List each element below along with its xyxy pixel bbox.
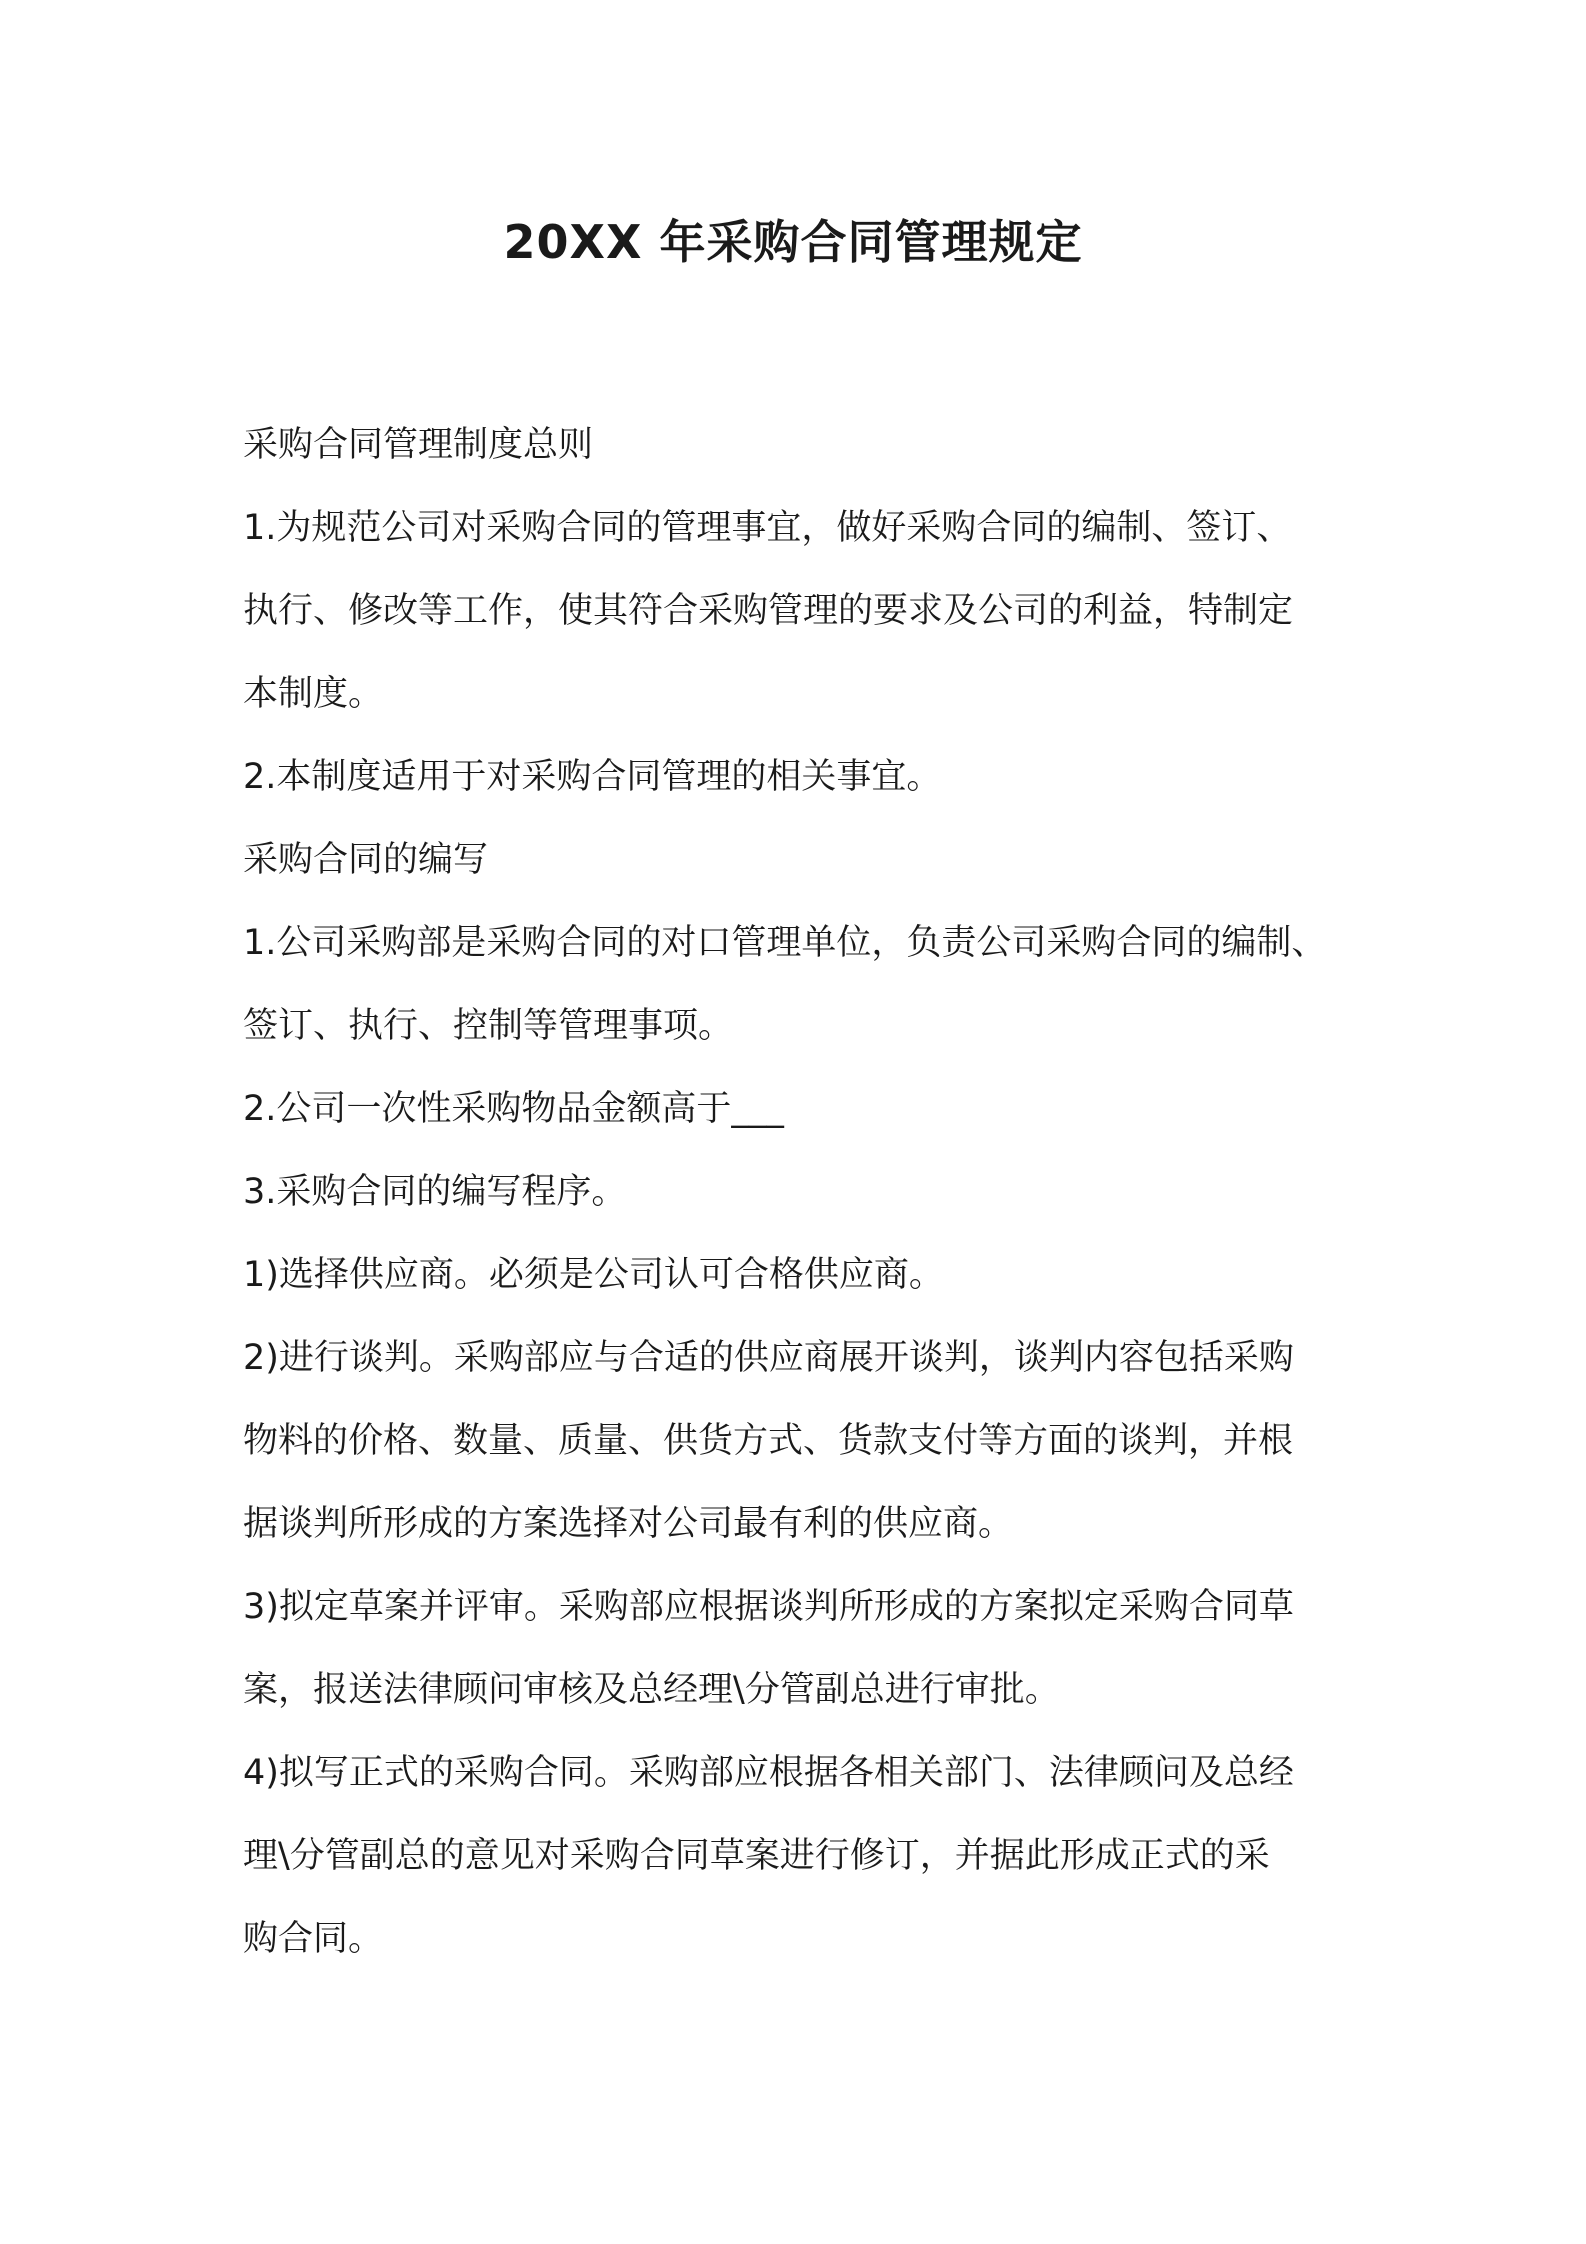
document-title: 20XX 年采购合同管理规定 xyxy=(503,215,1083,269)
paragraph-line: 1.公司采购部是采购合同的对口管理单位，负责公司采购合同的编制、 xyxy=(243,923,1327,963)
paragraph-line: 3.采购合同的编写程序。 xyxy=(243,1172,627,1212)
paragraph-line: 据谈判所形成的方案选择对公司最有利的供应商。 xyxy=(243,1504,1014,1544)
paragraph-line: 理\分管副总的意见对采购合同草案进行修订，并据此形成正式的采 xyxy=(243,1836,1270,1876)
paragraph-line: 物料的价格、数量、质量、供货方式、货款支付等方面的谈判，并根 xyxy=(243,1421,1294,1461)
paragraph-line: 4)拟写正式的采购合同。采购部应根据各相关部门、法律顾问及总经 xyxy=(243,1753,1294,1793)
section-heading-drafting: 采购合同的编写 xyxy=(243,840,489,880)
section-heading-general: 采购合同管理制度总则 xyxy=(243,425,594,465)
paragraph-line: 签订、执行、控制等管理事项。 xyxy=(243,1006,734,1046)
paragraph-line: 案，报送法律顾问审核及总经理\分管副总进行审批。 xyxy=(243,1670,1060,1710)
paragraph-line: 1.为规范公司对采购合同的管理事宜，做好采购合同的编制、签订、 xyxy=(243,508,1292,548)
paragraph-line: 执行、修改等工作，使其符合采购管理的要求及公司的利益，特制定 xyxy=(243,591,1294,631)
paragraph-line: 购合同。 xyxy=(243,1919,384,1959)
paragraph-line: 2.本制度适用于对采购合同管理的相关事宜。 xyxy=(243,757,942,797)
paragraph-line: 3)拟定草案并评审。采购部应根据谈判所形成的方案拟定采购合同草 xyxy=(243,1587,1294,1627)
paragraph-line: 2)进行谈判。采购部应与合适的供应商展开谈判，谈判内容包括采购 xyxy=(243,1338,1294,1378)
paragraph-line: 1)选择供应商。必须是公司认可合格供应商。 xyxy=(243,1255,944,1295)
paragraph-line: 2.公司一次性采购物品金额高于___ xyxy=(243,1089,784,1129)
document-body xyxy=(243,404,1373,1981)
paragraph-line: 本制度。 xyxy=(243,674,384,714)
